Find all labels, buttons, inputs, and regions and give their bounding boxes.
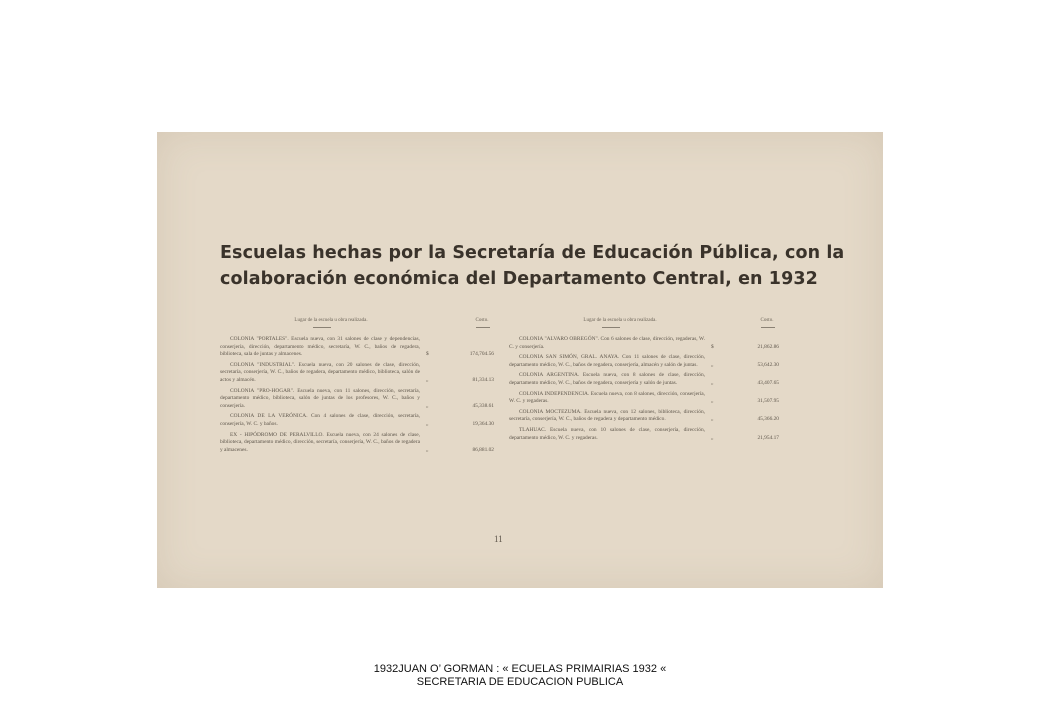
column-header <box>220 318 502 336</box>
page-number: 11 <box>494 534 503 544</box>
school-entry <box>509 409 787 424</box>
school-entry <box>509 391 787 406</box>
school-entry <box>220 388 502 411</box>
entry-cost <box>711 380 787 388</box>
header-rule <box>602 327 620 328</box>
place-header: Lugar de la escuela u obra realizada. <box>583 318 657 323</box>
caption <box>320 663 720 689</box>
entry-cost <box>711 435 787 443</box>
entry-cost <box>426 377 502 385</box>
cost-value: 81,334.13 <box>472 376 494 383</box>
school-entry <box>509 427 787 442</box>
entry-text: COLONIA ARGENTINA. Escuela nueva, con 8 salones de clase, dirección, departamento médico, W. C., baños de regadera, conserjería y salón de juntas. <box>509 372 705 386</box>
cost-prefix: „ <box>711 379 714 386</box>
entry-text: COLONIA "PRO-HOGAR". Escuela nueva, con 11 salones, dirección, secretaría, departamento médico, biblioteca, salón de juntas de los profesores, W. C., baños y conserjería. <box>220 387 420 409</box>
cost-value: 86,881.02 <box>472 446 494 453</box>
cost-header: Costo. <box>760 318 774 323</box>
title-line-2: colaboración económica del Departamento Central, en 1932 <box>220 269 818 289</box>
header-rule <box>761 327 775 328</box>
school-entry <box>509 372 787 387</box>
column-header <box>509 318 787 336</box>
entry-cost <box>426 351 502 359</box>
right-column <box>509 318 787 445</box>
school-entry <box>220 413 502 428</box>
school-entry <box>220 336 502 359</box>
entry-cost <box>711 416 787 424</box>
cost-value: 21,862.86 <box>757 343 779 350</box>
entry-text: COLONIA MOCTEZUMA. Escuela nueva, con 12 salones, biblioteca, dirección, secretaría, conserjería, W. C., baños de regadera y departamento médico. <box>509 408 705 423</box>
entry-text: COLONIA "ALVARO OBREGÓN". Con 6 salones de clase, dirección, regaderas, W. C. y conserjería. <box>509 336 705 350</box>
cost-prefix: „ <box>711 434 714 441</box>
entry-text: COLONIA SAN SIMÓN, GRAL. ANAYA. Con 11 salones de clase, dirección, departamento médico, W. C., baños de regadera, conserjería, almacén y salón de juntas. <box>509 354 705 368</box>
cost-prefix: „ <box>426 420 429 427</box>
place-header: Lugar de la escuela u obra realizada. <box>294 318 368 323</box>
entry-text: COLONIA DE LA VERÓNICA. Con 4 salones de clase, dirección, secretaría, conserjería, W. C. y baños. <box>220 413 420 427</box>
entry-text: COLONIA INDEPENDENCIA. Escuela nueva, con 8 salones, dirección, conserjería, W. C. y regaderas. <box>509 390 705 405</box>
cost-value: 43,407.65 <box>757 379 779 386</box>
entry-text: COLONIA "PORTALES". Escuela nueva, con 31 salones de clase y dependencias, conserjería, dirección, departamento médico, secretaría, W. C., baños de regadera, biblioteca, sala de juntas y almacenes. <box>220 336 420 358</box>
cost-prefix: $ <box>426 351 429 358</box>
entry-text: EX - HIPÓDROMO DE PERALVILLO. Escuela nueva, con 24 salones de clase, biblioteca, departamento médico, dirección, secretaría, conserjería, W. C., baños de regadera y almacenes. <box>220 431 420 453</box>
left-column <box>220 318 502 457</box>
cost-prefix: „ <box>711 398 714 405</box>
cost-value: 174,704.56 <box>469 351 494 358</box>
cost-value: 45,366.20 <box>757 416 779 423</box>
entry-cost <box>426 421 502 429</box>
entry-text: COLONIA "INDUSTRIAL". Escuela nueva, con 20 salones de clase, dirección, secretaría, conserjería, W. C., baños de regadera, departamento médico, biblioteca, salón de actos y almacén. <box>220 361 420 383</box>
school-entry <box>220 362 502 385</box>
cost-prefix: „ <box>426 446 429 453</box>
cost-value: 19,364.30 <box>472 420 494 427</box>
caption-line-1: 1932JUAN O’ GORMAN : « ECUELAS PRIMAIRIAS 1932 « <box>373 663 667 675</box>
caption-line-2: SECRETARIA DE EDUCACION PUBLICA <box>416 676 624 688</box>
cost-value: 45,338.61 <box>472 402 494 409</box>
cost-value: 31,507.95 <box>757 398 779 405</box>
header-rule <box>476 327 490 328</box>
cost-prefix: $ <box>711 343 714 350</box>
entry-cost <box>426 403 502 411</box>
document-title <box>220 240 845 292</box>
scanned-page <box>157 132 883 588</box>
entry-cost <box>426 447 502 455</box>
cost-prefix: „ <box>426 402 429 409</box>
school-entry <box>509 354 787 369</box>
cost-value: 21,954.17 <box>757 434 779 441</box>
entry-text: TLAHUAC. Escuela nueva, con 10 salones de clase, conserjería, dirección, departamento médico, W. C. y regaderas. <box>509 426 705 441</box>
school-entry <box>220 432 502 455</box>
entry-cost <box>711 344 787 352</box>
cost-prefix: „ <box>426 376 429 383</box>
entry-cost <box>711 362 787 370</box>
entry-cost <box>711 398 787 406</box>
cost-prefix: „ <box>711 361 714 368</box>
cost-header: Costo. <box>475 318 489 323</box>
school-entry <box>509 336 787 351</box>
title-line-1: Escuelas hechas por la Secretaría de Educación Pública, con la <box>220 243 845 263</box>
cost-value: 53,642.30 <box>757 361 779 368</box>
cost-prefix: „ <box>711 416 714 423</box>
header-rule <box>313 327 331 328</box>
